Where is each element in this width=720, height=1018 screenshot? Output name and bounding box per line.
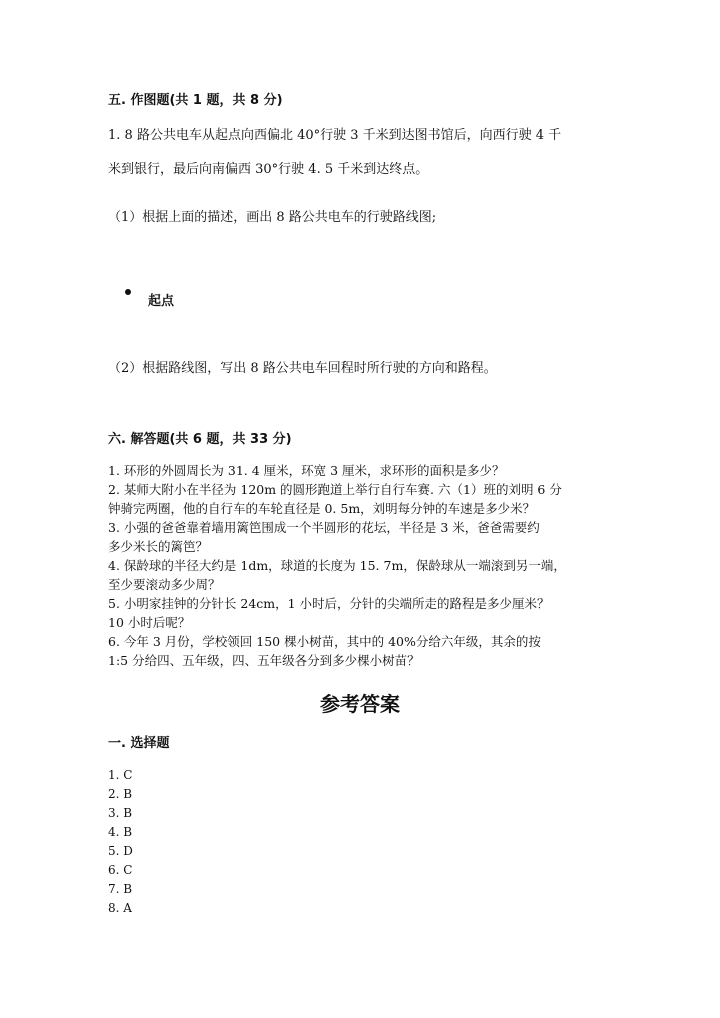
answer-item: 4. B	[108, 825, 133, 839]
start-label: 起点	[148, 294, 175, 309]
answer-item: 6. C	[108, 863, 133, 877]
answer-item: 3. B	[108, 806, 133, 820]
answer-list	[108, 766, 133, 918]
problem-line: 4. 保龄球的半径大约是 1dm，球道的长度为 15. 7m，保龄球从一端滚到另一端，	[108, 558, 566, 573]
q1-part1: （1）根据上面的描述，画出 8 路公共电车的行驶路线图;	[108, 210, 437, 225]
problem-line: 多少米长的篱笆？	[108, 539, 209, 554]
problem-line: 1. 环形的外圆周长为 31. 4 厘米，环宽 3 厘米，求环形的面积是多少？	[108, 463, 505, 478]
start-point-marker	[125, 289, 131, 295]
answer-item: 1. C	[108, 768, 133, 782]
answer-item: 5. D	[108, 844, 133, 858]
problem-line: 钟骑完两圈，他的自行车的车轮直径是 0. 5m，刘明每分钟的车速是多少米？	[108, 501, 536, 516]
q1-line1: 1. 8 路公共电车从起点向西偏北 40°行驶 3 千米到达图书馆后，向西行驶 4 千	[108, 128, 562, 143]
problem-line: 3. 小强的爸爸靠着墙用篱笆围成一个半圆形的花坛，半径是 3 米，爸爸需要约	[108, 520, 540, 535]
problem-list	[108, 461, 566, 670]
answer-key-title: 参考答案	[320, 692, 400, 716]
answers-section1-title: 一. 选择题	[108, 736, 170, 751]
problem-line: 2. 某师大附小在半径为 120m 的圆形跑道上举行自行车赛. 六（1）班的刘明 6 分	[108, 482, 562, 497]
problem-line: 1:5 分给四、五年级，四、五年级各分到多少棵小树苗？	[108, 653, 420, 668]
answer-item: 2. B	[108, 787, 133, 801]
answer-item: 8. A	[108, 901, 132, 915]
problem-line: 6. 今年 3 月份，学校领回 150 棵小树苗，其中的 40%分给六年级，其余的按	[108, 634, 541, 649]
answer-item: 7. B	[108, 882, 133, 896]
q1-part2: （2）根据路线图，写出 8 路公共电车回程时所行驶的方向和路程。	[108, 361, 497, 376]
problem-line: 5. 小明家挂钟的分针长 24cm，1 小时后，分针的尖端所走的路程是多少厘米？	[108, 596, 550, 611]
section5-title: 五. 作图题(共 1 题，共 8 分)	[108, 93, 283, 108]
problem-line: 至少要滚动多少周？	[108, 577, 221, 592]
q1-line2: 米到银行，最后向南偏西 30°行驶 4. 5 千米到达终点。	[108, 162, 429, 177]
section6-title: 六. 解答题(共 6 题，共 33 分)	[108, 432, 292, 447]
problem-line: 10 小时后呢？	[108, 615, 191, 630]
